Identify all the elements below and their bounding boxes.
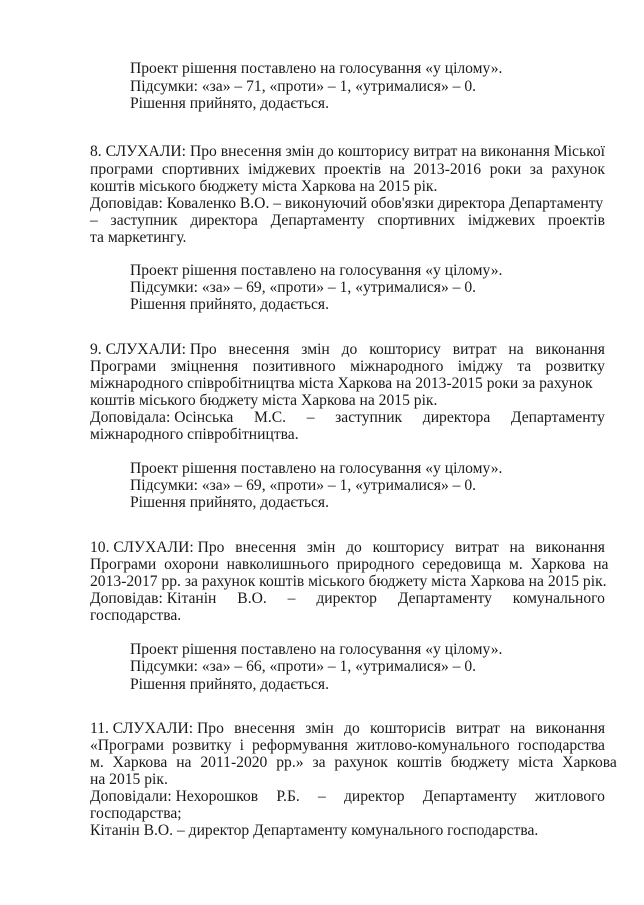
word: проектів — [548, 212, 605, 229]
word: змін — [305, 720, 334, 737]
word: і — [239, 737, 244, 754]
item8-line2 — [90, 161, 605, 179]
word: виконання — [535, 720, 605, 737]
item9-decision: Рішення прийнято, додається. — [130, 494, 329, 511]
item11-speaker2: Кітанін В.О. – директор Департаменту комунального господарства. — [90, 822, 539, 839]
item9-speaker-line2: міжнародного співробітництва. — [90, 426, 299, 443]
item8-speaker: Доповідав: Коваленко В.О. – виконуючий обов'язки директора Департаменту — [90, 195, 604, 212]
decision-line: Рішення прийнято, додається. — [130, 95, 329, 112]
word: «Програми — [90, 737, 164, 754]
item10-line2: Програми охорони навколишнього природного середовища м. Харкова на — [90, 556, 609, 573]
word: внесення — [235, 539, 297, 556]
item8-line3: коштів міського бюджету міста Харкова на 2015 рік. — [90, 178, 438, 195]
word: спортивних — [377, 212, 456, 229]
word: внесення — [234, 720, 296, 737]
word: житлово-комунального — [356, 737, 510, 754]
word: Департаменту — [510, 409, 605, 426]
word: змін — [301, 341, 330, 358]
word: М.С. — [253, 409, 287, 426]
word: на — [510, 720, 526, 737]
vote-results-line: Підсумки: «за» – 71, «проти» – 1, «утрималися» – 0. — [130, 78, 477, 95]
word: Департаменту — [397, 590, 492, 607]
word: заступник — [335, 409, 403, 426]
item11-line2 — [90, 737, 605, 755]
word: господарства — [517, 737, 605, 754]
word: реформування — [252, 737, 348, 754]
item9-vote-line: Проект рішення поставлено на голосування «у цілому». — [130, 460, 503, 477]
word: – — [317, 788, 326, 805]
item10-heading — [90, 539, 605, 557]
word: виконання — [535, 539, 605, 556]
word: роки — [489, 161, 522, 178]
item8-speaker-line3: та маркетингу. — [90, 229, 187, 246]
vote-line: Проект рішення поставлено на голосування «у цілому». — [130, 60, 503, 77]
word: В.О. — [237, 590, 267, 607]
word: іміджевих — [467, 212, 536, 229]
word: – — [306, 409, 315, 426]
item11-line3: м. Харкова на 2011-2020 рр.» за рахунок коштів бюджету міста Харкова — [90, 754, 617, 771]
word: програми — [90, 161, 154, 178]
word: 2013-2016 — [413, 161, 482, 178]
word: директора — [190, 212, 258, 229]
word: – — [287, 590, 296, 607]
word: Департаменту — [422, 788, 517, 805]
word: за — [529, 161, 543, 178]
word: на — [389, 161, 405, 178]
word: внесення — [228, 341, 290, 358]
word: на — [509, 539, 525, 556]
item8-vote-results: Підсумки: «за» – 69, «проти» – 1, «утрималися» – 0. — [130, 279, 477, 296]
word: заступник — [110, 212, 178, 229]
word: Програми — [90, 358, 157, 375]
word: Доповідала: Осінська — [90, 409, 234, 426]
word: Департаменту — [270, 212, 365, 229]
word: кошторисів — [369, 720, 446, 737]
item10-vote-line: Проект рішення поставлено на голосування «у цілому». — [130, 641, 503, 658]
word: директор — [316, 590, 377, 607]
word: кошторису — [372, 539, 445, 556]
item10-vote-results: Підсумки: «за» – 66, «проти» – 1, «утрималися» – 0. — [130, 658, 477, 675]
item11-speaker — [90, 788, 605, 806]
word: 10. СЛУХАЛИ: Про — [90, 539, 225, 556]
word: – — [90, 212, 98, 229]
word: Р.Б. — [276, 788, 300, 805]
word: витрат — [454, 539, 499, 556]
word: 9. СЛУХАЛИ: Про — [90, 341, 217, 358]
word: 11. СЛУХАЛИ: Про — [90, 720, 224, 737]
item9-vote-results: Підсумки: «за» – 69, «проти» – 1, «утрималися» – 0. — [130, 477, 477, 494]
item10-decision: Рішення прийнято, додається. — [130, 676, 329, 693]
word: витрат — [452, 341, 497, 358]
item8-heading: 8. СЛУХАЛИ: Про внесення змін до кошторису витрат на виконання Міської — [90, 143, 605, 160]
word: Доповідали: Нехорошков — [90, 788, 259, 805]
word: до — [346, 539, 362, 556]
word: комунального — [512, 590, 605, 607]
word: кошторису — [369, 341, 441, 358]
word: проектів — [324, 161, 382, 178]
item9-heading — [90, 341, 605, 359]
word: до — [341, 341, 358, 358]
word: витрат — [455, 720, 500, 737]
word: на — [508, 341, 524, 358]
item11-line4: на 2015 рік. — [90, 771, 168, 788]
word: розвитку — [545, 358, 605, 375]
item9-speaker — [90, 409, 605, 427]
word: директор — [343, 788, 405, 805]
word: розвитку — [172, 737, 232, 754]
word: змін — [306, 539, 336, 556]
word: міжнародного — [350, 358, 444, 375]
item8-vote-line: Проект рішення поставлено на голосування «у цілому». — [130, 262, 503, 279]
item9-line2 — [90, 358, 605, 376]
item9-line3: міжнародного співробітництва міста Харкова на 2013-2015 роки за рахунок — [90, 375, 593, 392]
word: зміцнення — [170, 358, 239, 375]
item10-speaker-line2: господарства. — [90, 607, 182, 624]
word: виконання — [535, 341, 605, 358]
word: іміджевих — [248, 161, 316, 178]
item10-speaker — [90, 590, 605, 608]
item11-heading — [90, 720, 605, 738]
word: Доповідав: Кітанін — [90, 590, 217, 607]
word: рахунок — [551, 161, 605, 178]
word: спортивних — [161, 161, 240, 178]
item9-line4: коштів міського бюджету міста Харкова на 2015 рік. — [90, 392, 438, 409]
item8-speaker-line2 — [90, 212, 605, 230]
item11-speaker-line2: господарства; — [90, 805, 182, 822]
item8-decision: Рішення прийнято, додається. — [130, 296, 329, 313]
word: до — [344, 720, 360, 737]
word: іміджу — [457, 358, 503, 375]
item10-line3: 2013-2017 рр. за рахунок коштів міського бюджету міста Харкова на 2015 рік. — [90, 573, 607, 590]
word: позитивного — [252, 358, 336, 375]
word: директора — [422, 409, 491, 426]
word: житлового — [534, 788, 605, 805]
word: та — [517, 358, 532, 375]
